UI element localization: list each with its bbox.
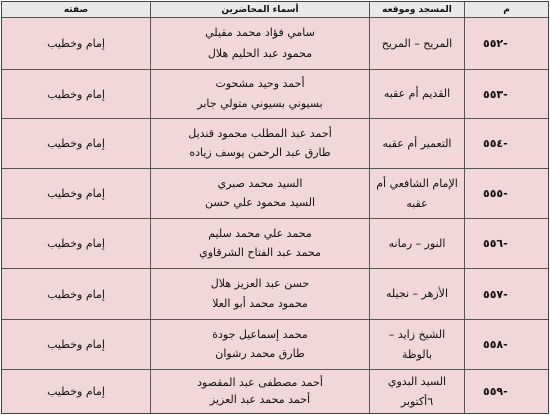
lecturer-role: إمام وخطيب	[47, 385, 105, 398]
row-number-text: -٥٥٧	[483, 287, 508, 301]
lecturer-name: محمود محمد أبو العلا	[212, 297, 308, 310]
row-number-text: -٥٥٤	[483, 137, 508, 150]
lecturer-name: بسيوني بسيوني متولي جابر	[197, 96, 323, 110]
lecturer-name: محمد علي محمد سليم	[208, 226, 312, 240]
lecturers-table	[1, 1, 549, 414]
header-role: صفته	[63, 5, 89, 15]
row-number-text: -٥٥٢	[483, 37, 508, 50]
mosque-location: التعمير أم عقبه	[369, 119, 464, 168]
table-row	[2, 169, 548, 219]
table-row	[2, 370, 548, 413]
lecturer-name: أحمد عبد المطلب محمود قنديل	[188, 126, 332, 140]
row-number	[464, 370, 548, 413]
lecturer-role: إمام وخطيب	[47, 338, 105, 351]
header-num: م	[464, 2, 548, 17]
lecturer-names	[150, 370, 369, 413]
row-number	[464, 320, 548, 369]
lecturer-role: إمام وخطيب	[47, 87, 105, 101]
table-row	[2, 219, 548, 269]
lecturer-role: إمام وخطيب	[47, 187, 105, 200]
lecturer-name: أحمد وحيد مشحوت	[215, 77, 305, 91]
lecturer-name: محمد إسماعيل جودة	[212, 327, 308, 341]
mosque-location: الشيخ زايد – بالوظة	[369, 320, 464, 369]
table-row	[2, 269, 548, 320]
row-number-text: -٥٥٥	[483, 187, 508, 200]
lecturer-name: طارق عبد الرحمن يوسف زياده	[189, 146, 331, 160]
mosque-location: النور – رمانه	[369, 219, 464, 268]
lecturer-name: حسن عبد العزيز هلال	[210, 277, 310, 290]
lecturer-role: إمام وخطيب	[47, 287, 105, 301]
mosque-location: السيد البدوي ٦أكتوبر	[369, 370, 464, 413]
lecturer-name: محمود عبد الحليم هلال	[207, 46, 313, 60]
row-number	[464, 119, 548, 168]
mosque-location: القديم أم عقبه	[369, 70, 464, 118]
lecturer-names	[150, 119, 369, 168]
lecturer-names	[150, 219, 369, 268]
row-number-text: -٥٥٣	[483, 87, 508, 101]
header-names: أسماء المحاضرين	[150, 2, 369, 17]
lecturer-names	[150, 269, 369, 319]
mosque-location: الأزهر – نجيله	[369, 269, 464, 319]
lecturer-name: السيد محمود علي حسن	[204, 196, 316, 210]
mosque-location: المريح – المريح	[369, 18, 464, 69]
lecturer-names	[150, 320, 369, 369]
lecturer-role: إمام وخطيب	[47, 237, 105, 250]
mosque-location: الإمام الشافعي أم عقبه	[369, 169, 464, 218]
lecturer-name: أحمد مصطفى عبد المقصود	[197, 375, 323, 389]
row-number	[464, 219, 548, 268]
row-number-text: -٥٥٨	[483, 338, 508, 351]
lecturer-names	[150, 18, 369, 69]
lecturer-name: سامي فؤاد محمد مقيلي	[205, 26, 315, 40]
lecturer-name: أحمد محمد عبد العزيز	[209, 393, 311, 407]
header-mosque: المسجد وموقعه	[369, 2, 464, 17]
lecturer-name: السيد محمد صبري	[217, 176, 303, 190]
table-header	[2, 2, 548, 18]
table-row	[2, 320, 548, 370]
row-number	[464, 169, 548, 218]
row-number	[464, 70, 548, 118]
row-number	[464, 18, 548, 69]
lecturer-names	[150, 70, 369, 118]
lecturer-name: طارق محمد رشوان	[215, 347, 305, 361]
lecturer-names	[150, 169, 369, 218]
table-row	[2, 18, 548, 70]
table-row	[2, 119, 548, 169]
row-number-text: -٥٥٦	[483, 237, 508, 250]
row-number	[464, 269, 548, 319]
table-row	[2, 70, 548, 119]
lecturer-role: إمام وخطيب	[47, 37, 105, 50]
lecturer-role: إمام وخطيب	[47, 137, 105, 150]
row-number-text: -٥٥٩	[483, 385, 508, 398]
lecturer-name: محمد عبد الفتاح الشرقاوي	[199, 246, 321, 260]
